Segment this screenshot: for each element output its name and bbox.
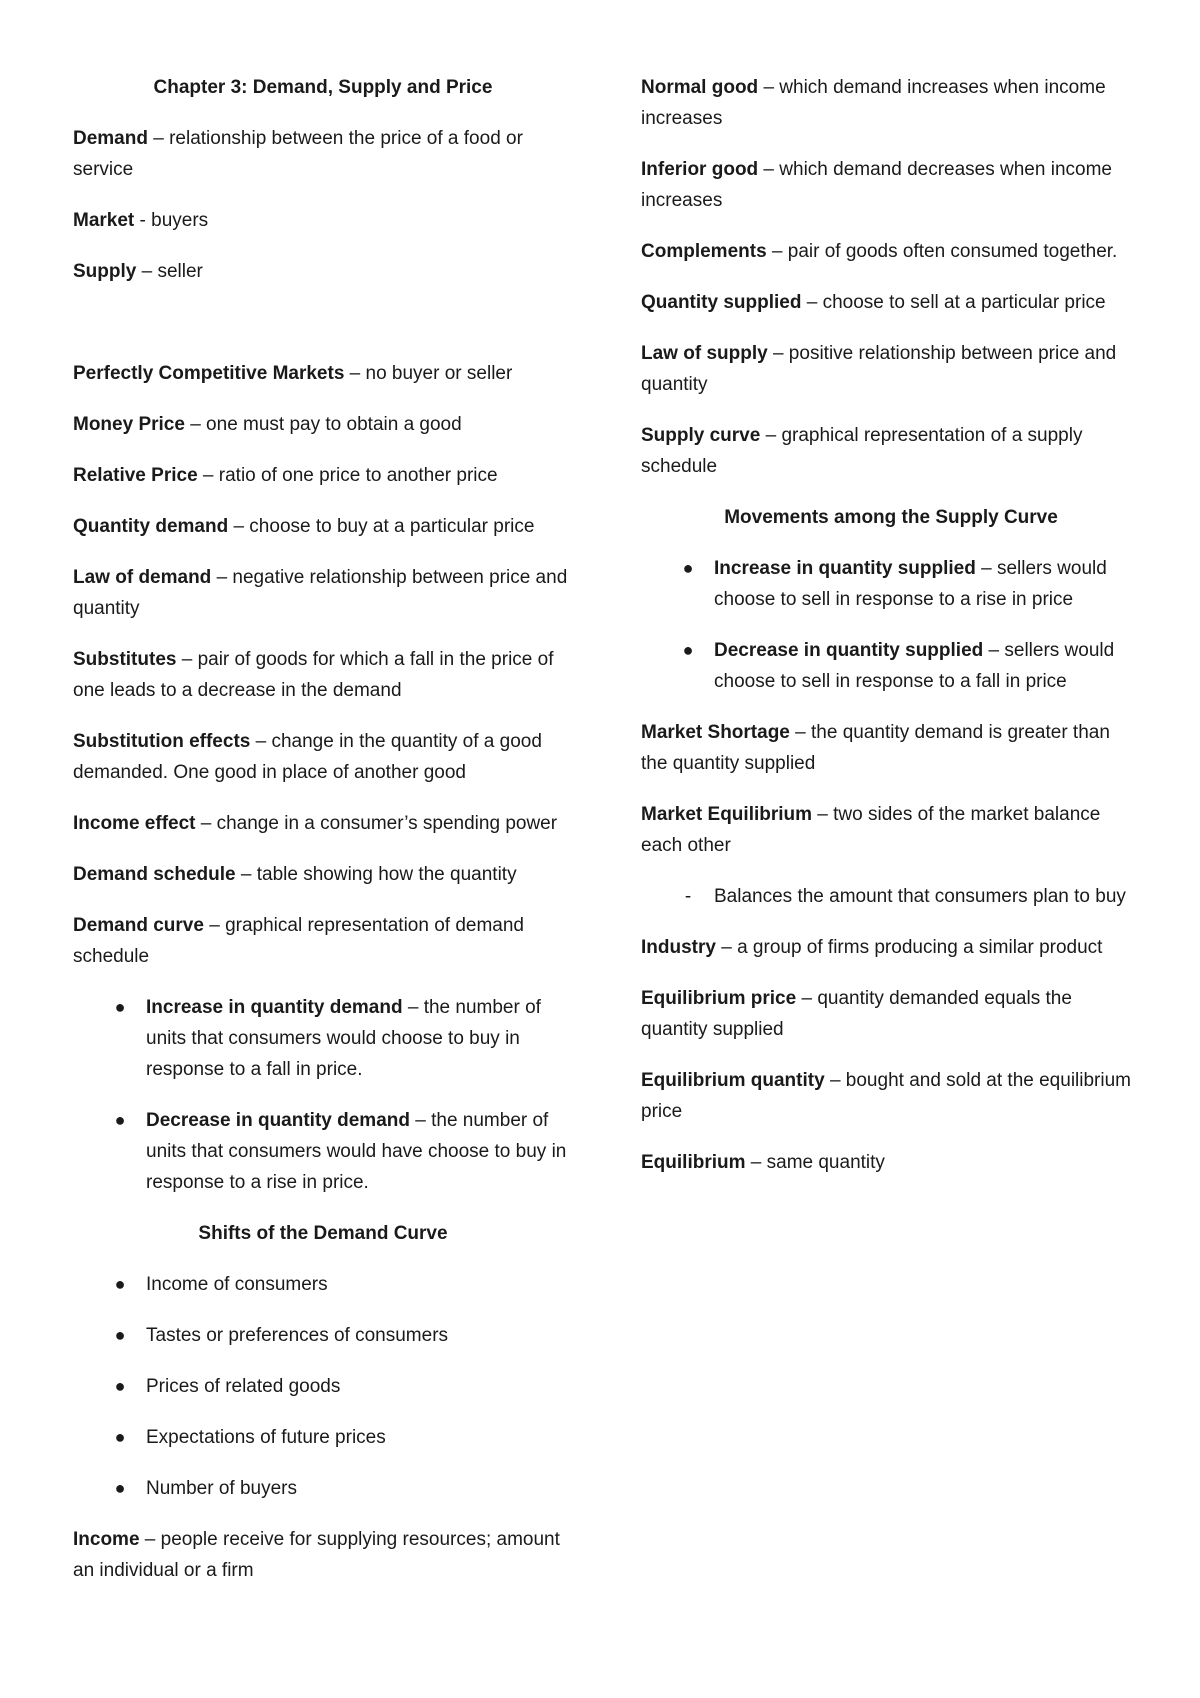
term: Supply: [73, 261, 137, 282]
definition-quantity-supplied: [641, 287, 1141, 318]
definition-substitution-effects: [73, 726, 573, 788]
definition-text: – quantity demanded equals the quantity supplied: [641, 988, 1072, 1040]
term: Equilibrium price: [641, 988, 797, 1009]
term: Decrease in quantity demand: [146, 1110, 410, 1131]
definition-relative-price: [73, 460, 573, 491]
list-item-text: Prices of related goods: [146, 1376, 341, 1397]
term: Supply curve: [641, 425, 761, 446]
list-item: [73, 1371, 573, 1402]
definition-text: – table showing how the quantity: [235, 864, 517, 885]
term: Substitution effects: [73, 731, 251, 752]
bullet-icon: ●: [114, 1325, 126, 1345]
definition-text: – the number of units that consumers would have choose to buy in response to a rise in price.: [146, 1110, 567, 1193]
definition-complements: [641, 236, 1141, 267]
bullet-icon: ●: [114, 997, 126, 1017]
term: Market: [73, 210, 135, 231]
definition-law-of-supply: [641, 338, 1141, 400]
definition-money-price: [73, 409, 573, 440]
term: Money Price: [73, 414, 185, 435]
term: Equilibrium quantity: [641, 1070, 825, 1091]
list-item: [73, 1269, 573, 1300]
demand-change-list: [73, 992, 573, 1198]
section-heading-shifts: Shifts of the Demand Curve: [198, 1223, 448, 1244]
dash-icon: -: [684, 886, 692, 907]
term: Normal good: [641, 77, 759, 98]
definition-text: - buyers: [134, 210, 209, 231]
definition-supply-curve: [641, 420, 1141, 482]
definition-supply: [73, 256, 573, 287]
definition-normal-good: [641, 72, 1141, 134]
list-item: [641, 635, 1141, 697]
definition-quantity-demand: [73, 511, 573, 542]
definition-text: – positive relationship between price and quantity: [641, 343, 1117, 395]
term: Demand schedule: [73, 864, 236, 885]
term: Demand curve: [73, 915, 204, 936]
definition-text: – relationship between the price of a food or service: [73, 128, 523, 180]
list-item: [73, 1320, 573, 1351]
definition-text: – sellers would choose to sell in response to a rise in price: [714, 558, 1107, 610]
definition-text: – no buyer or seller: [344, 363, 513, 384]
definition-text: – a group of firms producing a similar product: [715, 937, 1103, 958]
list-item: [641, 881, 1141, 912]
definition-text: – change in a consumer’s spending power: [195, 813, 558, 834]
bullet-icon: ●: [114, 1274, 126, 1294]
definition-text: – people receive for supplying resources; amount an individual or a firm: [73, 1529, 560, 1581]
right-column: [641, 72, 1141, 1198]
definition-industry: [641, 932, 1141, 963]
term: Law of supply: [641, 343, 768, 364]
definition-text: – pair of goods often consumed together.: [766, 241, 1118, 262]
definition-demand: [73, 123, 573, 185]
list-item: [73, 992, 573, 1085]
bullet-icon: ●: [682, 558, 694, 578]
definition-equilibrium-quantity: [641, 1065, 1141, 1127]
term: Quantity supplied: [641, 292, 802, 313]
list-item: [73, 1105, 573, 1198]
list-item-text: Expectations of future prices: [146, 1427, 386, 1448]
definition-text: – the quantity demand is greater than the quantity supplied: [641, 722, 1110, 774]
list-item-text: Tastes or preferences of consumers: [146, 1325, 449, 1346]
definition-text: – sellers would choose to sell in response to a fall in price: [714, 640, 1115, 692]
bullet-icon: ●: [114, 1478, 126, 1498]
definition-text: – one must pay to obtain a good: [184, 414, 462, 435]
definition-text: – two sides of the market balance each other: [641, 804, 1101, 856]
definition-income: [73, 1524, 573, 1586]
definition-text: – ratio of one price to another price: [197, 465, 498, 486]
definition-text: – choose to sell at a particular price: [801, 292, 1106, 313]
bullet-icon: ●: [114, 1427, 126, 1447]
bullet-icon: ●: [114, 1110, 126, 1130]
definition-market-equilibrium: [641, 799, 1141, 861]
definition-text: – which demand increases when income increases: [641, 77, 1106, 129]
definition-substitutes: [73, 644, 573, 706]
definition-equilibrium-price: [641, 983, 1141, 1045]
section-heading-movements: Movements among the Supply Curve: [724, 507, 1058, 528]
term: Demand: [73, 128, 148, 149]
definition-demand-curve: [73, 910, 573, 972]
list-item-text: Balances the amount that consumers plan to buy: [714, 886, 1126, 907]
bullet-icon: ●: [114, 1376, 126, 1396]
term: Industry: [641, 937, 716, 958]
term: Relative Price: [73, 465, 198, 486]
term: Equilibrium: [641, 1152, 746, 1173]
definition-text: – seller: [136, 261, 203, 282]
term: Substitutes: [73, 649, 177, 670]
definition-inferior-good: [641, 154, 1141, 216]
definition-text: – graphical representation of a supply schedule: [641, 425, 1083, 477]
chapter-title: Chapter 3: Demand, Supply and Price: [153, 77, 493, 98]
term: Market Shortage: [641, 722, 790, 743]
list-item: [73, 1422, 573, 1453]
shifts-list: [73, 1269, 573, 1504]
term: Decrease in quantity supplied: [714, 640, 984, 661]
term: Inferior good: [641, 159, 759, 180]
term: Income: [73, 1529, 140, 1550]
definition-demand-schedule: [73, 859, 573, 890]
definition-market: [73, 205, 573, 236]
list-item-text: Number of buyers: [146, 1478, 298, 1499]
supply-change-list: [641, 553, 1141, 697]
bullet-icon: ●: [682, 640, 694, 660]
definition-text: – negative relationship between price and quantity: [73, 567, 568, 619]
definition-text: – bought and sold at the equilibrium price: [641, 1070, 1131, 1122]
list-item-text: Income of consumers: [146, 1274, 328, 1295]
equilibrium-note-list: [641, 881, 1141, 912]
definition-market-shortage: [641, 717, 1141, 779]
term: Income effect: [73, 813, 196, 834]
list-item: [73, 1473, 573, 1504]
definition-text: – change in the quantity of a good demanded. One good in place of another good: [73, 731, 542, 783]
definition-equilibrium: [641, 1147, 1141, 1178]
list-item: [641, 553, 1141, 615]
definition-text: – pair of goods for which a fall in the price of one leads to a decrease in the demand: [73, 649, 554, 701]
term: Perfectly Competitive Markets: [73, 363, 345, 384]
term: Increase in quantity supplied: [714, 558, 976, 579]
definition-perfectly-competitive-markets: [73, 358, 573, 389]
definition-text: – choose to buy at a particular price: [228, 516, 535, 537]
definition-law-of-demand: [73, 562, 573, 624]
left-column: [73, 72, 573, 1606]
term: Law of demand: [73, 567, 212, 588]
term: Quantity demand: [73, 516, 229, 537]
term: Complements: [641, 241, 767, 262]
definition-text: – graphical representation of demand schedule: [73, 915, 524, 967]
definition-income-effect: [73, 808, 573, 839]
term: Increase in quantity demand: [146, 997, 403, 1018]
term: Market Equilibrium: [641, 804, 813, 825]
definition-text: – the number of units that consumers would choose to buy in response to a fall in price.: [146, 997, 541, 1080]
definition-text: – same quantity: [745, 1152, 885, 1173]
definition-text: – which demand decreases when income increases: [641, 159, 1112, 211]
